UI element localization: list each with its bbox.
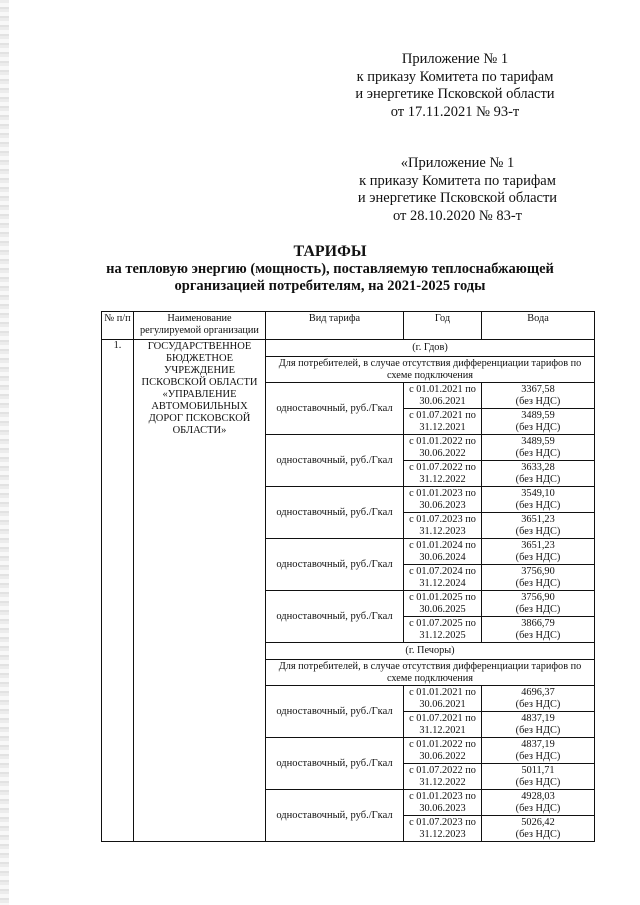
header-org: Наименование регулируемой организации bbox=[134, 312, 266, 340]
city-label: (г. Гдов) bbox=[266, 340, 595, 357]
tariff-value bbox=[482, 790, 595, 816]
tariff-value bbox=[482, 712, 595, 738]
vat-note: (без НДС) bbox=[515, 525, 561, 537]
condition-label: Для потребителей, в случае отсутствия дифференциации тарифов по схеме подключения bbox=[266, 660, 595, 686]
period: с 01.07.2025 по 31.12.2025 bbox=[404, 617, 482, 643]
period: с 01.07.2022 по 31.12.2022 bbox=[404, 764, 482, 790]
period: с 01.01.2022 по 30.06.2022 bbox=[404, 738, 482, 764]
tariff-amount: 5026,42 bbox=[521, 816, 555, 828]
annex-current bbox=[340, 51, 570, 121]
annex-line: и энергетике Псковской области bbox=[355, 86, 555, 102]
scan-edge bbox=[0, 0, 9, 905]
tariff-amount: 3489,59 bbox=[521, 435, 555, 447]
condition-label: Для потребителей, в случае отсутствия дифференциации тарифов по схеме подключения bbox=[266, 357, 595, 383]
tariff-amount: 4696,37 bbox=[521, 686, 555, 698]
tariff-value bbox=[482, 409, 595, 435]
header-year: Год bbox=[404, 312, 482, 340]
tariff-amount: 3651,23 bbox=[521, 513, 555, 525]
annex-line: от 17.11.2021 № 93-т bbox=[390, 103, 520, 120]
vat-note: (без НДС) bbox=[515, 802, 561, 814]
vat-note: (без НДС) bbox=[515, 551, 561, 563]
tariff-value bbox=[482, 816, 595, 842]
title-subtitle-line1: на тепловую энергию (мощность), поставляемую теплоснабжающей bbox=[106, 261, 554, 277]
vat-note: (без НДС) bbox=[515, 776, 561, 788]
vat-note: (без НДС) bbox=[515, 724, 561, 736]
annex-line: от 28.10.2020 № 83-т bbox=[392, 207, 523, 224]
tariff-value bbox=[482, 539, 595, 565]
tariff-type: одноставочный, руб./Гкал bbox=[266, 591, 404, 643]
header-tariff-type: Вид тарифа bbox=[266, 312, 404, 340]
vat-note: (без НДС) bbox=[515, 421, 561, 433]
tariff-type: одноставочный, руб./Гкал bbox=[266, 383, 404, 435]
annex-line: и энергетике Псковской области bbox=[357, 190, 558, 206]
tariff-amount: 4837,19 bbox=[521, 738, 555, 750]
annex-line: Приложение № 1 bbox=[401, 51, 509, 67]
tariff-value bbox=[482, 383, 595, 409]
tariff-type: одноставочный, руб./Гкал bbox=[266, 539, 404, 591]
vat-note: (без НДС) bbox=[515, 603, 561, 615]
tariff-value bbox=[482, 513, 595, 539]
document-title bbox=[60, 242, 600, 295]
table-body bbox=[102, 340, 595, 842]
tariff-amount: 3633,28 bbox=[521, 461, 555, 473]
vat-note: (без НДС) bbox=[515, 828, 561, 840]
title-subtitle-line2: организацией потребителям, на 2021-2025 годы bbox=[174, 278, 486, 294]
vat-note: (без НДС) bbox=[515, 629, 561, 641]
annex-line: к приказу Комитета по тарифам bbox=[356, 68, 554, 85]
tariff-amount: 4837,19 bbox=[521, 712, 555, 724]
tariff-type: одноставочный, руб./Гкал bbox=[266, 686, 404, 738]
period: с 01.01.2023 по 30.06.2023 bbox=[404, 487, 482, 513]
header-water: Вода bbox=[482, 312, 595, 340]
period: с 01.01.2021 по 30.06.2021 bbox=[404, 686, 482, 712]
city-label: (г. Печоры) bbox=[266, 643, 595, 660]
vat-note: (без НДС) bbox=[515, 499, 561, 511]
tariff-table bbox=[101, 311, 595, 842]
period: с 01.01.2025 по 30.06.2025 bbox=[404, 591, 482, 617]
tariff-amount: 3367,58 bbox=[521, 383, 555, 395]
annex-previous bbox=[345, 155, 570, 225]
tariff-amount: 3866,79 bbox=[521, 617, 555, 629]
vat-note: (без НДС) bbox=[515, 473, 561, 485]
vat-note: (без НДС) bbox=[515, 750, 561, 762]
table-row bbox=[102, 340, 595, 357]
vat-note: (без НДС) bbox=[515, 395, 561, 407]
period: с 01.01.2024 по 30.06.2024 bbox=[404, 539, 482, 565]
organization-name: ГОСУДАРСТВЕННОЕ БЮДЖЕТНОЕ УЧРЕЖДЕНИЕ ПСКОВСКОЙ ОБЛАСТИ «УПРАВЛЕНИЕ АВТОМОБИЛЬНЫХ ДОРОГ ПСКОВСКОЙ ОБЛАСТИ» bbox=[134, 340, 266, 842]
tariff-value bbox=[482, 461, 595, 487]
period: с 01.01.2021 по 30.06.2021 bbox=[404, 383, 482, 409]
period: с 01.07.2022 по 31.12.2022 bbox=[404, 461, 482, 487]
tariff-amount: 4928,03 bbox=[521, 790, 555, 802]
tariff-amount: 3489,59 bbox=[521, 409, 555, 421]
tariff-value bbox=[482, 738, 595, 764]
tariff-amount: 3756,90 bbox=[521, 565, 555, 577]
period: с 01.07.2023 по 31.12.2023 bbox=[404, 816, 482, 842]
tariff-type: одноставочный, руб./Гкал bbox=[266, 738, 404, 790]
vat-note: (без НДС) bbox=[515, 698, 561, 710]
tariff-amount: 3651,23 bbox=[521, 539, 555, 551]
period: с 01.07.2021 по 31.12.2021 bbox=[404, 409, 482, 435]
tariff-value bbox=[482, 591, 595, 617]
vat-note: (без НДС) bbox=[515, 577, 561, 589]
header-num: № п/п bbox=[102, 312, 134, 340]
tariff-type: одноставочный, руб./Гкал bbox=[266, 435, 404, 487]
period: с 01.01.2023 по 30.06.2023 bbox=[404, 790, 482, 816]
tariff-type: одноставочный, руб./Гкал bbox=[266, 790, 404, 842]
annex-line: «Приложение № 1 bbox=[400, 155, 515, 171]
row-number: 1. bbox=[102, 340, 134, 842]
tariff-type: одноставочный, руб./Гкал bbox=[266, 487, 404, 539]
tariff-amount: 5011,71 bbox=[521, 764, 555, 776]
period: с 01.07.2024 по 31.12.2024 bbox=[404, 565, 482, 591]
tariff-amount: 3549,10 bbox=[521, 487, 555, 499]
tariff-value bbox=[482, 487, 595, 513]
tariff-amount: 3756,90 bbox=[521, 591, 555, 603]
annex-line: к приказу Комитета по тарифам bbox=[359, 172, 556, 189]
tariff-value bbox=[482, 617, 595, 643]
title-heading: ТАРИФЫ bbox=[293, 243, 367, 260]
vat-note: (без НДС) bbox=[515, 447, 561, 459]
period: с 01.07.2021 по 31.12.2021 bbox=[404, 712, 482, 738]
tariff-value bbox=[482, 565, 595, 591]
tariff-value bbox=[482, 764, 595, 790]
period: с 01.07.2023 по 31.12.2023 bbox=[404, 513, 482, 539]
tariff-value bbox=[482, 686, 595, 712]
tariff-value bbox=[482, 435, 595, 461]
period: с 01.01.2022 по 30.06.2022 bbox=[404, 435, 482, 461]
